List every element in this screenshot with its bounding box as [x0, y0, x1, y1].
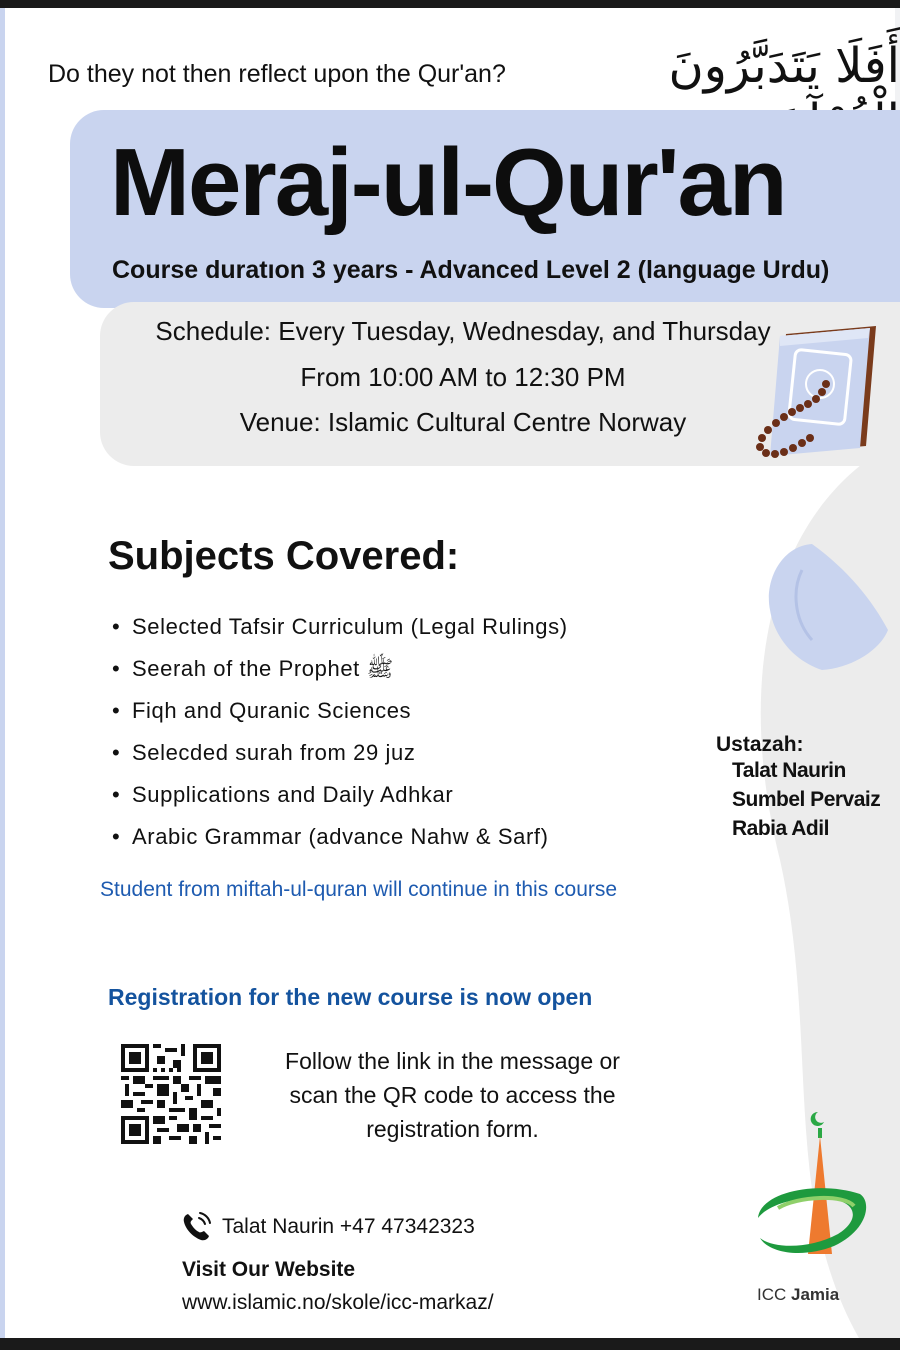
list-item: • Supplications and Daily Adhkar — [112, 782, 454, 807]
course-title: Meraj-ul-Qur'an — [110, 129, 786, 236]
list-item: • Fiqh and Quranic Sciences — [112, 698, 412, 723]
list-item: • Seerah of the Prophet ﷺ — [112, 656, 394, 681]
tagline: Do they not then reflect upon the Qur'an? — [48, 60, 506, 88]
qr-code[interactable] — [120, 1044, 222, 1144]
list-item: • Selecded surah from 29 juz — [112, 740, 416, 765]
subjects-heading: Subjects Covered: — [108, 534, 460, 578]
teacher-name: Talat Naurin — [732, 759, 846, 782]
list-item: • Arabic Grammar (advance Nahw & Sarf) — [112, 824, 549, 849]
course-duration-info: Course duratıon 3 years - Advanced Level 2 (language Urdu) — [112, 256, 830, 284]
ustazah-label: Ustazah: — [716, 733, 804, 756]
arabic-verse: أَفَلَا يَتَدَبَّرُونَ — [668, 38, 900, 94]
left-accent-bar — [0, 0, 5, 1350]
schedule-time: From 10:00 AM to 12:30 PM — [300, 362, 626, 392]
icc-jamia-logo — [748, 1106, 872, 1276]
continuation-note: Student from miftah-ul-quran will continue in this course — [100, 878, 618, 901]
registration-instruction: Follow the link in the message or scan the QR code to access the registration form. — [285, 1048, 620, 1142]
website-label: Visit Our Website — [182, 1258, 356, 1281]
website-link[interactable]: www.islamic.no/skole/icc-markaz/ — [182, 1291, 494, 1314]
bottom-border — [0, 1338, 900, 1350]
contact-phone: Talat Naurin +47 47342323 — [222, 1215, 475, 1238]
registration-heading: Registration for the new course is now open — [108, 984, 593, 1010]
schedule-days: Schedule: Every Tuesday, Wednesday, and Thursday — [155, 316, 771, 346]
hijab-icon — [752, 540, 892, 675]
teacher-name: Sumbel Pervaiz — [732, 788, 881, 811]
top-border — [0, 0, 900, 8]
phone-icon — [180, 1210, 214, 1244]
quran-book-icon — [750, 322, 882, 460]
subjects-list — [112, 606, 568, 858]
teacher-name: Rabia Adil — [732, 817, 829, 840]
schedule-venue: Venue: Islamic Cultural Centre Norway — [239, 407, 687, 437]
logo-text: ICC Jamia — [757, 1285, 840, 1304]
list-item: • Selected Tafsir Curriculum (Legal Rulings) — [112, 614, 568, 639]
